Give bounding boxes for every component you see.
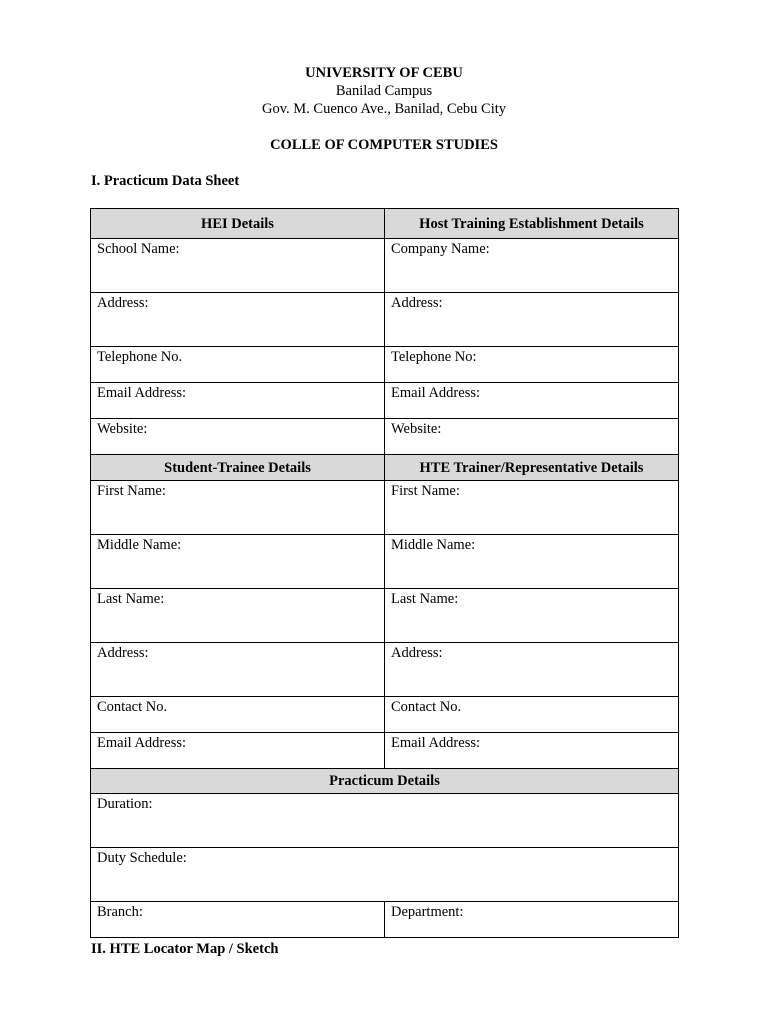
table-row xyxy=(91,733,679,769)
trainer-middle-name-field[interactable]: Middle Name: xyxy=(385,535,679,589)
table-row xyxy=(91,383,679,419)
duration-field[interactable]: Duration: xyxy=(91,794,679,848)
student-middle-name-field[interactable]: Middle Name: xyxy=(91,535,385,589)
student-address-field[interactable]: Address: xyxy=(91,643,385,697)
table-header-row xyxy=(91,455,679,481)
company-name-field[interactable]: Company Name: xyxy=(385,239,679,293)
duty-schedule-field[interactable]: Duty Schedule: xyxy=(91,848,679,902)
student-trainee-header: Student-Trainee Details xyxy=(91,455,385,481)
trainer-email-field[interactable]: Email Address: xyxy=(385,733,679,769)
practicum-details-header: Practicum Details xyxy=(91,769,679,794)
table-row xyxy=(91,794,679,848)
table-row xyxy=(91,419,679,455)
table-row xyxy=(91,848,679,902)
section-title-data-sheet: I. Practicum Data Sheet xyxy=(91,173,240,189)
hte-details-header: Host Training Establishment Details xyxy=(385,209,679,239)
table-row xyxy=(91,589,679,643)
table-row xyxy=(91,481,679,535)
student-first-name-field[interactable]: First Name: xyxy=(91,481,385,535)
department-field[interactable]: Department: xyxy=(385,902,679,938)
college-title: COLLE OF COMPUTER STUDIES xyxy=(270,137,498,153)
trainer-first-name-field[interactable]: First Name: xyxy=(385,481,679,535)
hei-website-field[interactable]: Website: xyxy=(91,419,385,455)
student-last-name-field[interactable]: Last Name: xyxy=(91,589,385,643)
university-header xyxy=(0,64,768,118)
student-email-field[interactable]: Email Address: xyxy=(91,733,385,769)
table-row xyxy=(91,535,679,589)
table-row xyxy=(91,697,679,733)
table-header-row xyxy=(91,209,679,239)
hte-telephone-field[interactable]: Telephone No: xyxy=(385,347,679,383)
campus-name: Banilad Campus xyxy=(335,83,433,99)
hei-telephone-field[interactable]: Telephone No. xyxy=(91,347,385,383)
table-row xyxy=(91,293,679,347)
section-title-locator-map: II. HTE Locator Map / Sketch xyxy=(91,941,279,957)
table-row xyxy=(91,643,679,697)
table-row xyxy=(91,347,679,383)
table-row xyxy=(91,902,679,938)
hte-email-field[interactable]: Email Address: xyxy=(385,383,679,419)
trainer-address-field[interactable]: Address: xyxy=(385,643,679,697)
hei-email-field[interactable]: Email Address: xyxy=(91,383,385,419)
student-contact-field[interactable]: Contact No. xyxy=(91,697,385,733)
hte-address-field[interactable]: Address: xyxy=(385,293,679,347)
branch-field[interactable]: Branch: xyxy=(91,902,385,938)
hte-website-field[interactable]: Website: xyxy=(385,419,679,455)
school-name-field[interactable]: School Name: xyxy=(91,239,385,293)
campus-address: Gov. M. Cuenco Ave., Banilad, Cebu City xyxy=(261,101,507,117)
trainer-last-name-field[interactable]: Last Name: xyxy=(385,589,679,643)
table-header-row xyxy=(91,769,679,794)
hei-details-header: HEI Details xyxy=(91,209,385,239)
trainer-contact-field[interactable]: Contact No. xyxy=(385,697,679,733)
hte-trainer-header: HTE Trainer/Representative Details xyxy=(385,455,679,481)
university-name: UNIVERSITY OF CEBU xyxy=(305,65,463,81)
practicum-data-sheet-table xyxy=(90,208,679,938)
hei-address-field[interactable]: Address: xyxy=(91,293,385,347)
table-row xyxy=(91,239,679,293)
